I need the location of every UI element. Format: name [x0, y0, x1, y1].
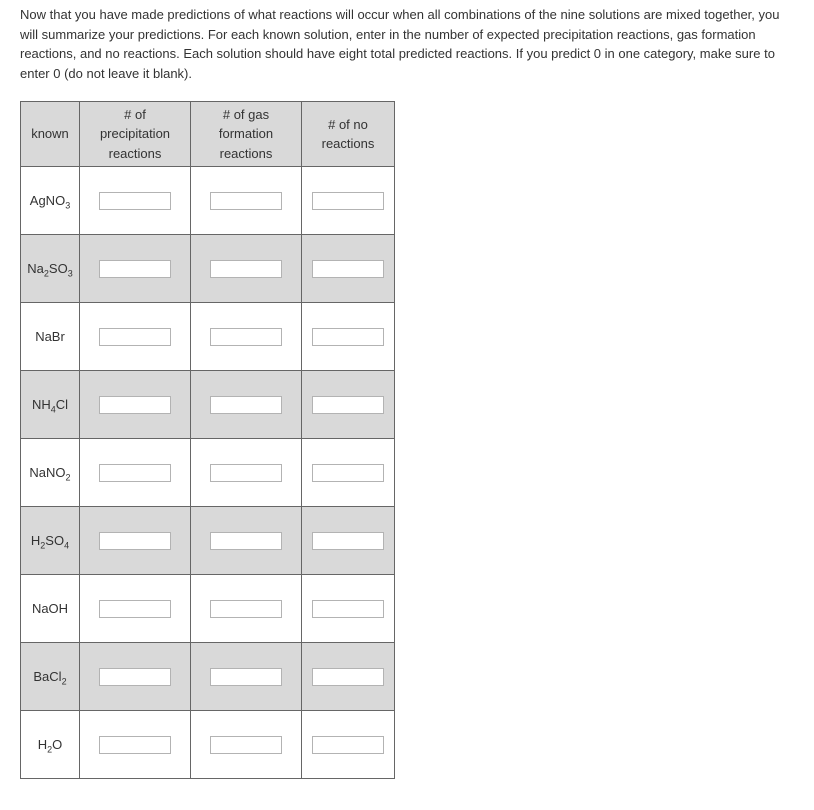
known-solution-label [35, 329, 65, 344]
no-reaction-input-bacl2[interactable] [312, 668, 384, 686]
formula-subscript: 2 [43, 268, 49, 279]
formula-subscript: 2 [65, 472, 71, 483]
gas-formation-input-h2so4[interactable] [210, 532, 282, 550]
precipitation-cell [80, 575, 191, 643]
gas-formation-cell [191, 711, 302, 779]
no-reaction-cell [302, 303, 395, 371]
header-gas-line3: reactions [219, 145, 273, 161]
gas-formation-input-agno3[interactable] [210, 192, 282, 210]
gas-formation-input-naoh[interactable] [210, 600, 282, 618]
header-precipitation [80, 102, 191, 167]
header-known-label: known [31, 126, 69, 142]
instructions-text: Now that you have made predictions of what reactions will occur when all combinations of the nine solutions are mixed together, you will summarize your predictions. For each known solution, enter in the number of expected precipitation reactions, gas formation reactions, and no reactions. Each solution should have eight total predicted reactions. If you predict 0 in one category, make sure to enter 0 (do not leave it blank). [20, 7, 780, 81]
no-reaction-cell [302, 575, 395, 643]
precipitation-cell [80, 643, 191, 711]
precipitation-input-nh4cl[interactable] [99, 396, 171, 414]
no-reaction-input-nabr[interactable] [312, 328, 384, 346]
known-solution-label [31, 397, 69, 415]
header-precip-line2: precipitation [99, 126, 171, 142]
precipitation-input-naoh[interactable] [99, 600, 171, 618]
no-reaction-cell [302, 643, 395, 711]
precipitation-cell [80, 711, 191, 779]
table-row-nano2 [21, 439, 395, 507]
formula-subscript: 2 [40, 540, 46, 551]
known-cell [21, 643, 80, 711]
formula-subscript: 2 [61, 676, 67, 687]
precipitation-cell [80, 235, 191, 303]
gas-formation-input-na2so3[interactable] [210, 260, 282, 278]
known-solution-label [32, 601, 68, 616]
formula-text: H [37, 737, 48, 752]
header-gas-line1: # of gas [222, 106, 270, 122]
table-header [21, 102, 395, 167]
known-solution-label [27, 261, 73, 279]
precipitation-cell [80, 371, 191, 439]
no-reaction-cell [302, 711, 395, 779]
known-cell [21, 371, 80, 439]
no-reaction-input-na2so3[interactable] [312, 260, 384, 278]
gas-formation-input-nh4cl[interactable] [210, 396, 282, 414]
gas-formation-cell [191, 439, 302, 507]
known-cell [21, 575, 80, 643]
table-row-agno3 [21, 167, 395, 235]
table-row-bacl2 [21, 643, 395, 711]
precipitation-cell [80, 507, 191, 575]
no-reaction-input-nano2[interactable] [312, 464, 384, 482]
known-cell [21, 439, 80, 507]
gas-formation-input-bacl2[interactable] [210, 668, 282, 686]
known-solution-label [29, 465, 71, 483]
precipitation-cell [80, 439, 191, 507]
gas-formation-input-nabr[interactable] [210, 328, 282, 346]
no-reaction-input-agno3[interactable] [312, 192, 384, 210]
gas-formation-input-nano2[interactable] [210, 464, 282, 482]
formula-text: SO [45, 533, 65, 548]
formula-text: Cl [55, 397, 69, 412]
gas-formation-cell [191, 643, 302, 711]
formula-subscript: 4 [64, 540, 70, 551]
gas-formation-cell [191, 167, 302, 235]
header-known [21, 102, 80, 167]
no-reaction-input-h2o[interactable] [312, 736, 384, 754]
formula-text: NaBr [35, 329, 65, 344]
header-none-line2: reactions [321, 136, 375, 151]
formula-text: SO [48, 261, 68, 276]
precipitation-input-nabr[interactable] [99, 328, 171, 346]
header-no-reaction [302, 102, 395, 167]
precipitation-cell [80, 303, 191, 371]
reaction-summary-table [20, 101, 395, 779]
formula-text: NH [31, 397, 51, 412]
formula-text: BaCl [33, 669, 62, 684]
precipitation-input-agno3[interactable] [99, 192, 171, 210]
precipitation-input-bacl2[interactable] [99, 668, 171, 686]
precipitation-input-h2o[interactable] [99, 736, 171, 754]
formula-text: AgNO [29, 193, 66, 208]
no-reaction-input-h2so4[interactable] [312, 532, 384, 550]
precipitation-cell [80, 167, 191, 235]
no-reaction-cell [302, 507, 395, 575]
formula-text: Na [27, 261, 44, 276]
formula-text: O [52, 737, 63, 752]
table-row-naoh [21, 575, 395, 643]
no-reaction-input-naoh[interactable] [312, 600, 384, 618]
no-reaction-cell [302, 371, 395, 439]
known-cell [21, 235, 80, 303]
no-reaction-cell [302, 167, 395, 235]
known-solution-label [37, 737, 63, 755]
header-precip-line1: # of [124, 106, 146, 122]
header-precip-line3: reactions [108, 145, 162, 161]
known-cell [21, 303, 80, 371]
no-reaction-input-nh4cl[interactable] [312, 396, 384, 414]
table-row-h2so4 [21, 507, 395, 575]
precipitation-input-nano2[interactable] [99, 464, 171, 482]
known-cell [21, 167, 80, 235]
formula-subscript: 3 [65, 200, 71, 211]
header-gas-line2: formation [218, 126, 274, 142]
known-solution-label [33, 669, 67, 687]
gas-formation-cell [191, 575, 302, 643]
formula-text: NaOH [31, 601, 69, 616]
header-gas-formation [191, 102, 302, 167]
header-none-line1: # of no [328, 116, 368, 132]
precipitation-input-na2so3[interactable] [99, 260, 171, 278]
table-row-nabr [21, 303, 395, 371]
formula-subscript: 4 [50, 404, 56, 415]
formula-subscript: 2 [47, 744, 53, 755]
table-row-na2so3 [21, 235, 395, 303]
gas-formation-cell [191, 235, 302, 303]
no-reaction-cell [302, 235, 395, 303]
table-row-h2o [21, 711, 395, 779]
gas-formation-input-h2o[interactable] [210, 736, 282, 754]
gas-formation-cell [191, 371, 302, 439]
formula-text: NaNO [29, 465, 66, 480]
table-body [21, 167, 395, 779]
known-solution-label [30, 533, 70, 551]
precipitation-input-h2so4[interactable] [99, 532, 171, 550]
no-reaction-cell [302, 439, 395, 507]
known-solution-label [29, 193, 71, 211]
gas-formation-cell [191, 303, 302, 371]
known-cell [21, 711, 80, 779]
header-row [21, 102, 395, 167]
formula-text: H [30, 533, 41, 548]
table-row-nh4cl [21, 371, 395, 439]
formula-subscript: 3 [67, 268, 73, 279]
gas-formation-cell [191, 507, 302, 575]
known-cell [21, 507, 80, 575]
